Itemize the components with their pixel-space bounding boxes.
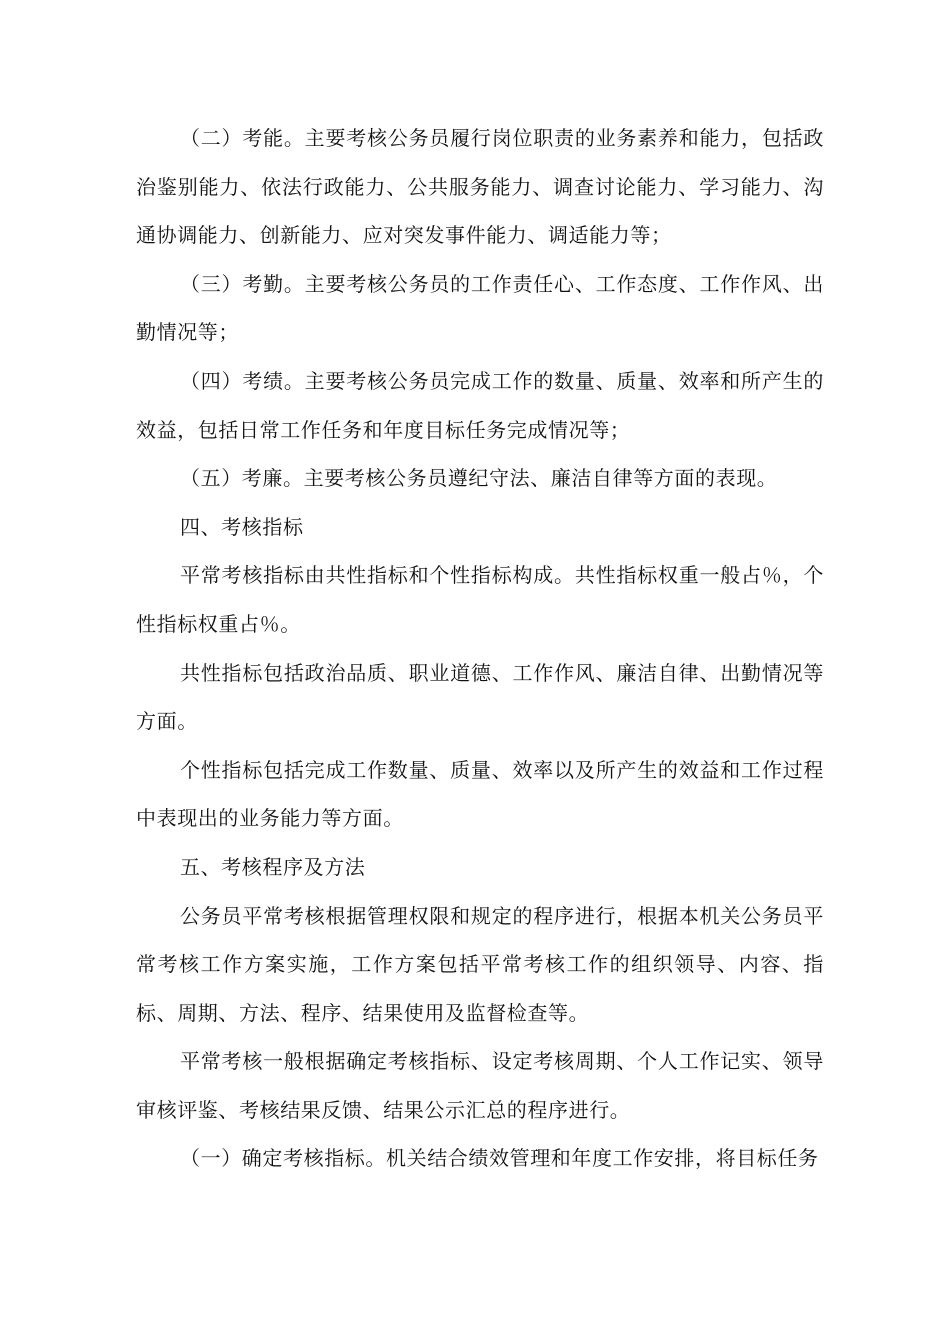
paragraph-kao-ji: （四）考绩。主要考核公务员完成工作的数量、质量、效率和所产生的效益，包括日常工作任务和年度目标任务完成情况等； [136, 368, 824, 442]
section-heading-procedure-methods: 五、考核程序及方法 [180, 854, 366, 879]
paragraph-procedure-basis: 公务员平常考核根据管理权限和规定的程序进行，根据本机关公务员平常考核工作方案实施，工作方案包括平常考核工作的组织领导、内容、指标、周期、方法、程序、结果使用及监督检查等。 [136, 903, 824, 1025]
paragraph-procedure-steps: 平常考核一般根据确定考核指标、设定考核周期、个人工作记实、领导审核评鉴、考核结果反馈、结果公示汇总的程序进行。 [136, 1049, 824, 1122]
paragraph-indicator-composition: 平常考核指标由共性指标和个性指标构成。共性指标权重一般占％，个性指标权重占％。 [136, 563, 824, 636]
paragraph-kao-qin: （三）考勤。主要考核公务员的工作责任心、工作态度、工作作风、出勤情况等； [136, 271, 824, 345]
paragraph-individual-indicators: 个性指标包括完成工作数量、质量、效率以及所产生的效益和工作过程中表现出的业务能力等方面。 [136, 757, 824, 831]
paragraph-kao-neng: （二）考能。主要考核公务员履行岗位职责的业务素养和能力，包括政治鉴别能力、依法行政能力、公共服务能力、调查讨论能力、学习能力、沟通协调能力、创新能力、应对突发事件能力、调适能力等； [136, 126, 824, 248]
section-heading-assessment-indicators: 四、考核指标 [180, 514, 304, 539]
document-body [136, 114, 824, 1183]
paragraph-kao-lian: （五）考廉。主要考核公务员遵纪守法、廉洁自律等方面的表现。 [180, 466, 778, 491]
paragraph-common-indicators: 共性指标包括政治品质、职业道德、工作作风、廉洁自律、出勤情况等方面。 [136, 660, 824, 734]
paragraph-determine-indicators: （一）确定考核指标。机关结合绩效管理和年度工作安排，将目标任务 [180, 1146, 819, 1171]
